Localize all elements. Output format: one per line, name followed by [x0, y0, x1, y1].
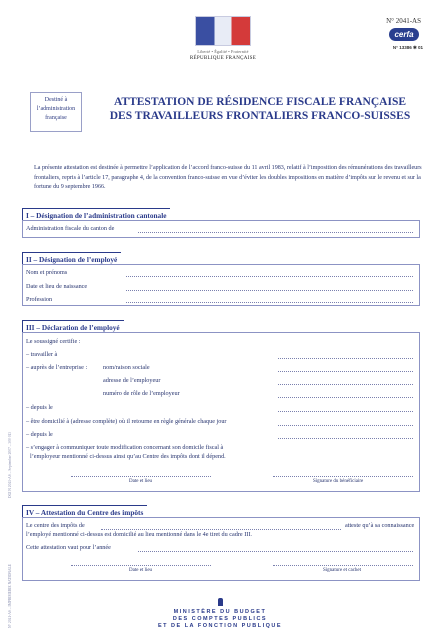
intro-paragraph: La présente attestation est destinée à permettre l’application de l’accord franco-suisse du 11 avril 1983, relatif à l’imposition des rémunérations des travailleurs frontaliers, repris à l’article 17, paragraphe 4, de la convention franco-suisse en vue d’éviter les doubles impositions en matière d’impôts sur le revenu et sur la fortune du 9 septembre 1966.	[34, 165, 422, 190]
ministry-line-2: DES COMPTES PUBLICS	[172, 616, 268, 622]
document-title	[90, 95, 430, 123]
certify-label: Le soussigné certifie :	[26, 338, 81, 345]
work-label: – travailler à	[26, 351, 58, 358]
title-line-1: ATTESTATION DE RÉSIDENCE FISCALE FRANÇAISE	[113, 96, 407, 108]
employer-role-field[interactable]	[278, 397, 413, 398]
date-place-label-4: Date et lieu	[129, 568, 153, 573]
tax-center-field[interactable]	[101, 529, 341, 530]
form-number: N° 2041-AS	[386, 17, 421, 25]
cerfa-logo: cerfa	[389, 28, 419, 41]
canton-label: Administration fiscale du canton de	[26, 225, 115, 232]
section-1-box	[22, 220, 420, 238]
canton-field[interactable]	[138, 232, 413, 233]
birth-label: Date et lieu de naissance	[26, 283, 88, 290]
since-1-field[interactable]	[278, 411, 413, 412]
since-1-label: – depuis le	[26, 404, 53, 411]
date-place-line-3[interactable]	[71, 476, 211, 477]
since-2-field[interactable]	[278, 438, 413, 439]
name-field[interactable]	[126, 276, 413, 277]
section-2-box	[22, 264, 420, 306]
domicile-attest-text: l’employé mentionné ci-dessus est domicilié au lieu mentionné dans le 4e tiret du cadre III.	[26, 531, 252, 538]
year-label: Cette attestation vaut pour l’année	[26, 544, 111, 551]
destination-box: Destiné à l’administration française	[30, 92, 82, 132]
ministry-emblem-icon	[218, 598, 223, 606]
commit-line-1: – s’engager à communiquer toute modification concernant son domicile fiscal à	[26, 444, 224, 451]
date-place-line-4[interactable]	[71, 565, 211, 566]
domicile-field[interactable]	[278, 425, 413, 426]
section-3-box	[22, 332, 420, 492]
employer-name-field[interactable]	[278, 371, 413, 372]
tricolor-flag-icon	[195, 16, 251, 46]
section-4-title: IV – Attestation du Centre des impôts	[22, 505, 147, 518]
cerfa-code: N° 13386 ✱ 01	[392, 45, 423, 50]
ministry-line-3: ET DE LA FONCTION PUBLIQUE	[157, 623, 283, 629]
employer-name-label: nom/raison sociale	[103, 364, 150, 371]
signature-line-4[interactable]	[273, 565, 413, 566]
section-4-box	[22, 517, 420, 581]
profession-field[interactable]	[126, 302, 413, 303]
republic-name: RÉPUBLIQUE FRANÇAISE	[189, 56, 257, 61]
date-place-label-3: Date et lieu	[129, 479, 153, 484]
section-1-title: I – Désignation de l’administration cantonale	[22, 208, 170, 221]
commit-line-2: l’employeur mentionné ci-dessus ainsi qu’au Centre des impôts dont il dépend.	[30, 453, 226, 460]
signature-line-3[interactable]	[273, 476, 413, 477]
employer-role-label: numéro de rôle de l’employeur	[103, 390, 180, 397]
ministry-line-1: MINISTÈRE DU BUDGET	[173, 609, 267, 615]
employer-address-label: adresse de l’employeur	[103, 377, 161, 384]
marianne-logo	[189, 16, 257, 78]
work-field[interactable]	[278, 358, 413, 359]
section-2-title: II – Désignation de l’employé	[22, 252, 121, 265]
margin-print-info: DGI N 2041-AS – Septembre 2007 – 300 013	[8, 431, 12, 498]
tax-center-suffix: atteste qu’à sa connaissance	[345, 522, 415, 529]
employer-prefix: – auprès de l’entreprise :	[26, 364, 88, 371]
signature-label-3: Signature du bénéficiaire	[313, 479, 364, 484]
birth-field[interactable]	[126, 290, 413, 291]
tax-center-label: Le centre des impôts de	[26, 522, 85, 529]
title-line-2: DES TRAVAILLEURS FRONTALIERS FRANCO-SUISSES	[109, 110, 411, 122]
employer-address-field[interactable]	[278, 384, 413, 385]
signature-label-4: Signature et cachet	[323, 568, 362, 573]
year-field[interactable]	[138, 551, 413, 552]
since-2-label: – depuis le	[26, 431, 53, 438]
republic-motto: Liberté • Égalité • Fraternité	[197, 49, 249, 54]
profession-label: Profession	[26, 296, 53, 303]
section-3-title: III – Déclaration de l’employé	[22, 320, 124, 333]
domicile-label: – être domicilié à (adresse complète) où il retourne en règle générale chaque jour	[26, 418, 227, 425]
margin-printer-info: N° 2041-AS – IMPRIMERIE NATIONALE	[8, 564, 12, 628]
name-label: Nom et prénoms	[26, 269, 68, 276]
ministry-footer	[150, 598, 290, 630]
